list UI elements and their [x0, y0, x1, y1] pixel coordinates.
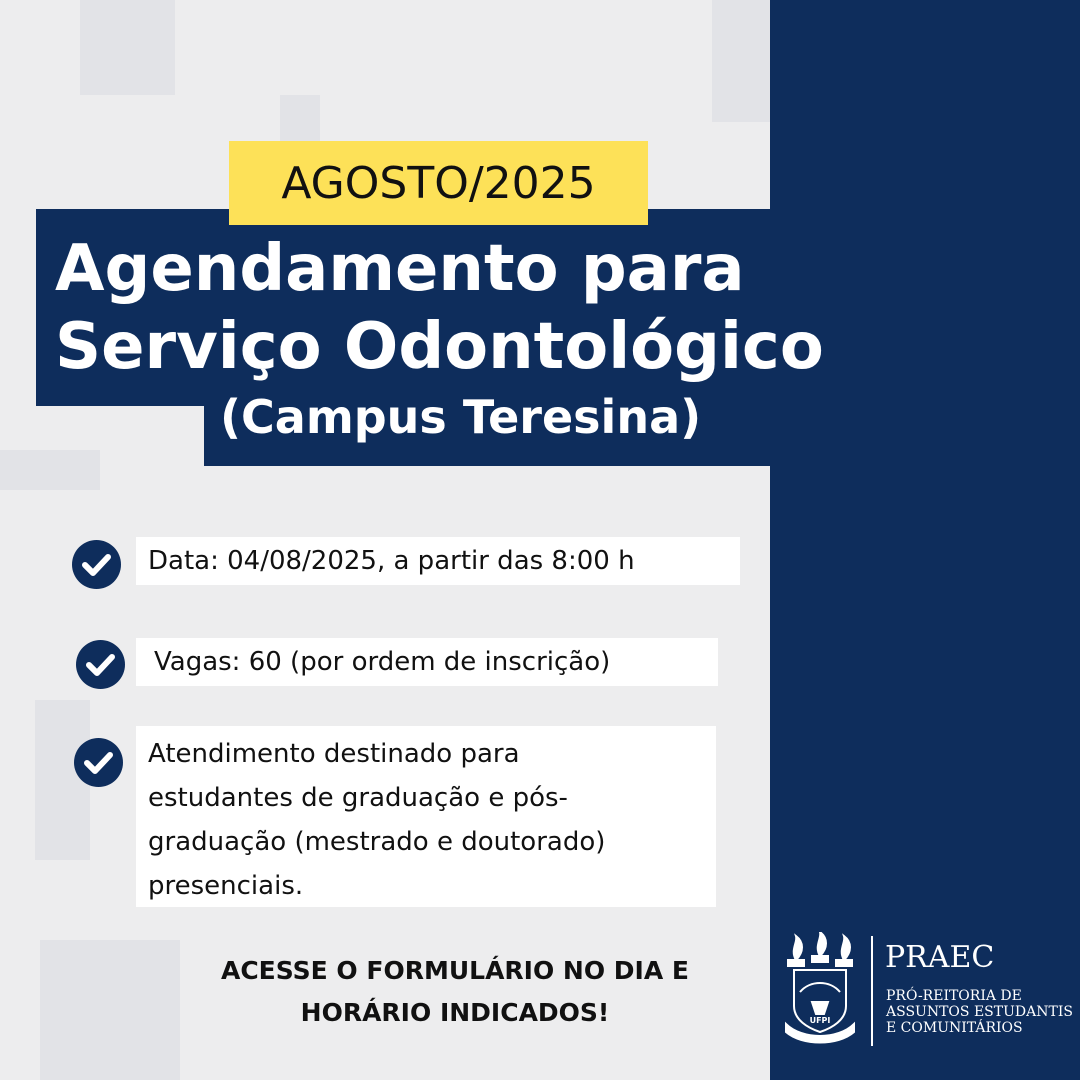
cta-line: ACESSE O FORMULÁRIO NO DIA E: [220, 956, 689, 985]
check-circle-icon: [74, 738, 123, 787]
cta-line: HORÁRIO INDICADOS!: [300, 998, 610, 1027]
check-circle-icon: [72, 540, 121, 589]
audience-line: presenciais.: [148, 871, 304, 901]
audience-info: [136, 726, 716, 907]
page-subtitle: (Campus Teresina): [220, 390, 702, 444]
audience-line: Atendimento destinado para: [148, 739, 520, 769]
month-tag: AGOSTO/2025: [229, 141, 648, 225]
org-sub-line: E COMUNITÁRIOS: [886, 1020, 1023, 1036]
check-circle-icon: [76, 640, 125, 689]
page-title-line1: Agendamento para: [55, 232, 745, 306]
vacancies-info: Vagas: 60 (por ordem de inscrição): [136, 638, 718, 686]
bg-decoration: [80, 0, 175, 95]
org-sub-line: ASSUNTOS ESTUDANTIS: [886, 1004, 1073, 1020]
bg-decoration: [280, 95, 320, 145]
org-name: PRAEC: [885, 940, 995, 975]
page-title-line2: Serviço Odontológico: [55, 310, 824, 384]
org-sub-line: PRÓ-REITORIA DE: [886, 988, 1022, 1004]
audience-line: graduação (mestrado e doutorado): [148, 827, 606, 857]
call-to-action: [130, 950, 780, 1034]
bg-decoration: [712, 0, 770, 122]
bg-decoration: [0, 450, 100, 490]
org-full-name: [886, 988, 1073, 1036]
emblem-text: UFPI: [809, 1016, 831, 1025]
ufpi-emblem-logo: [782, 932, 858, 1048]
logo-divider: [871, 936, 873, 1046]
right-panel: [770, 0, 1080, 1080]
audience-line: estudantes de graduação e pós-: [148, 783, 568, 813]
date-info: Data: 04/08/2025, a partir das 8:00 h: [136, 537, 740, 585]
